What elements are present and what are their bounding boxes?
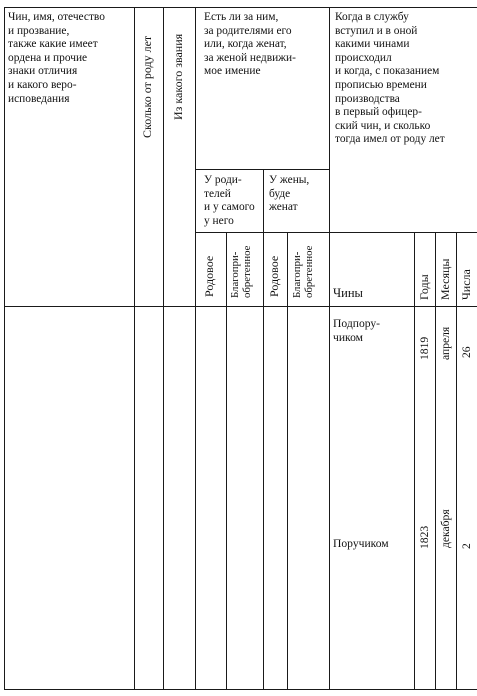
header-age: Сколько от роду лет: [140, 35, 154, 138]
table-border-top: [4, 7, 477, 8]
day-cell: 26: [460, 346, 473, 358]
header-days: Числа: [459, 269, 473, 300]
col-divider: [435, 232, 436, 690]
estate-lower-line: [195, 232, 329, 233]
header-years: Годы: [417, 274, 431, 300]
col-divider: [226, 232, 227, 690]
header-rodovoe-wife: Родовое: [267, 255, 281, 297]
col-divider: [134, 7, 135, 690]
col-divider: [287, 232, 288, 690]
rank-cell: Поручиком: [333, 537, 389, 550]
rank-cell: Подпору- чиком: [333, 317, 381, 344]
header-months: Месяцы: [438, 258, 452, 300]
service-subheader-line: [329, 232, 477, 233]
month-cell: декабря: [439, 509, 452, 548]
header-estate-parents: У роди- телей и у самого у него: [204, 174, 255, 227]
header-origin: Из какого звания: [171, 33, 185, 120]
header-service: Когда в службу вступил и в оной какими чинами происходил и когда, с показанием прописью времени производства в первый офицер- ский чин, и сколько тогда имел от роду лет: [335, 11, 445, 146]
header-ranks: Чины: [333, 286, 363, 300]
month-cell: апреля: [439, 326, 452, 360]
day-cell: 2: [460, 543, 473, 549]
table-border-bottom: [4, 689, 477, 690]
header-estate-wife: У жены, буде женат: [269, 174, 310, 214]
estate-subheader-line: [195, 169, 329, 170]
year-cell: 1823: [418, 525, 431, 549]
col-divider: [195, 7, 196, 690]
header-rodovoe-parents: Родовое: [202, 255, 216, 297]
col-divider: [263, 169, 264, 690]
header-blagopri-wife: Благопри- обретенное: [291, 245, 315, 298]
header-blagopri-parents: Благопри- обретенное: [229, 245, 253, 298]
header-estate: Есть ли за ним, за родителями его или, когда женат, за женой недвижи- мое имение: [204, 11, 296, 78]
year-cell: 1819: [418, 336, 431, 360]
col-divider: [456, 232, 457, 690]
col-divider: [329, 7, 330, 690]
header-bottom-line: [4, 306, 477, 307]
header-name-rank: Чин, имя, отечество и прозвание, также какие имеет ордена и прочие знаки отличия и какого веро- исповедания: [8, 11, 105, 105]
col-divider: [163, 7, 164, 690]
table-border-left: [4, 7, 5, 690]
col-divider: [414, 232, 415, 690]
